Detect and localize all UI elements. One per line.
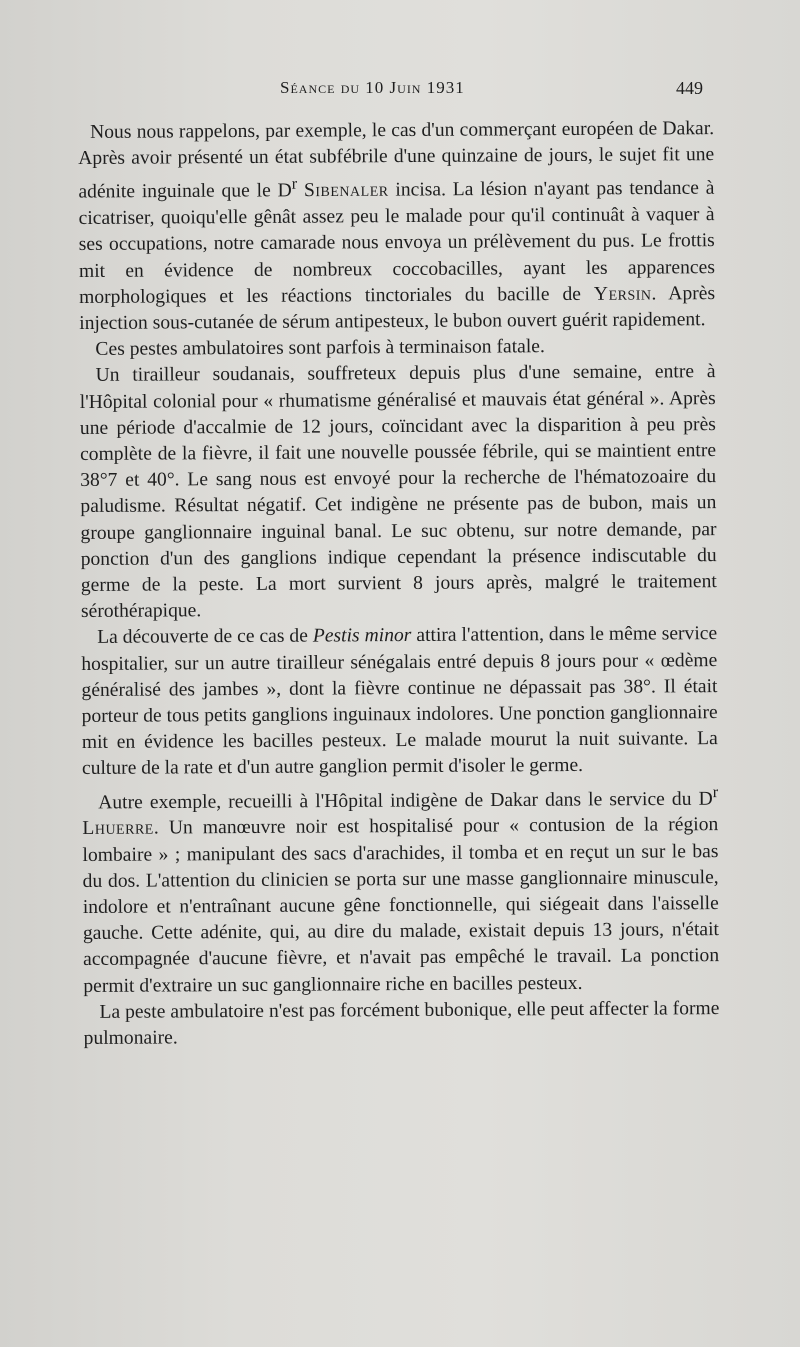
doctor-title-sup: r xyxy=(291,174,298,194)
paragraph-2: Ces pestes ambulatoires sont parfois à terminaison fatale. xyxy=(95,336,545,361)
paragraph-3: Un tirailleur soudanais, souffreteux depuis plus d'une semaine, entre à l'Hôpital colonial pour « rhumatisme généralisé et mauvais état général ». Après une période d'accalmie de 12 jours, coïncidant avec la disparition à peu près complète de la fièvre, il fait une nouvelle poussée fébrile, qui se maintient entre 38°7 et 40°. Le sang nous est envoyé pour la recherche de l'hématozoaire du paludisme. Résultat négatif. Cet indigène ne présente pas de bubon, mais un groupe ganglionnaire inguinal banal. Le suc obtenu, sur notre demande, par ponction d'un des ganglions indique cependant la présence indiscutable du germe de la peste. La mort survient 8 jours après, malgré le traitement sérothérapique. xyxy=(79,361,717,623)
paragraph-5 xyxy=(82,779,719,1000)
paragraph-1-text-b: incisa. La lésion n'ayant pas tendance à cicatriser, quoiqu'elle gênât assez peu le malade pour qu'il continuât à vaquer à ses occupations, notre camarade nous envoya un prélèvement du pus. Le frottis mit en évidence de nombreux coccobacilles, ayant les apparences morphologiques et les réactions tinctoriales du bacille de xyxy=(78,178,715,308)
paragraph-5-text-a: Autre exemple, recueilli à l'Hôpital indigène de Dakar dans le service du D xyxy=(98,788,713,814)
person-name-sibenaler: Sibenaler xyxy=(303,180,389,202)
paragraph-1 xyxy=(78,116,715,337)
running-head: Séance du 10 Juin 1931 xyxy=(280,78,465,97)
page-header xyxy=(0,78,800,108)
doctor-title-sup: r xyxy=(712,781,719,801)
paragraph-4-text-b: attira l'attention, dans le même service hospitalier, sur un autre tirailleur sénégalais entré depuis 8 jours pour « œdème généralisé des jambes », dont la fièvre continue ne dépassait pas 38°. Il était porteur de tous petits ganglions inguinaux indolores. Une ponction ganglionnaire mit en évidence les bacilles pesteux. Le malade mourut la nuit suivante. La culture de la rate et d'un autre ganglion permit d'isoler le germe. xyxy=(81,623,718,780)
pestis-minor-italic: Pestis minor xyxy=(312,625,412,647)
paragraph-4-text-a: La découverte de ce cas de xyxy=(97,625,313,649)
paragraph-1-text-a: Nous nous rappelons, par exemple, le cas d'un commerçant européen de Dakar. Après avoir présenté un état subfébrile d'une quinzaine de jours, le sujet fit une adénite inguinale que le D xyxy=(78,118,715,203)
body-text xyxy=(78,116,720,1052)
page-number: 449 xyxy=(676,78,703,98)
person-name-lhuerre: Lhuerre xyxy=(82,817,154,840)
paragraph-6: La peste ambulatoire n'est pas forcément bubonique, elle peut affecter la forme pulmonaire. xyxy=(83,997,720,1049)
paragraph-5-text-b: . Un manœuvre noir est hospitalisé pour « contusion de la région lombaire » ; manipulant des sacs d'arachides, il tomba et en reçut un sur le bas du dos. L'attention du clinicien se porta sur une masse ganglionnaire minuscule, indolore et n'entraînant aucune gêne fonctionnelle, qui siégeait dans l'aisselle gauche. Cette adénite, qui, au dire du malade, existait depuis 13 jours, n'était accompagnée d'aucune fièvre, et n'avait pas empêché le travail. La ponction permit d'extraire un suc ganglionnaire riche en bacilles pesteux. xyxy=(82,814,720,997)
person-name-yersin: Yersin xyxy=(593,283,652,305)
paragraph-4 xyxy=(81,621,718,782)
paragraph-1-text-c: . Après injection sous-cutanée de sérum antipesteux, le bubon ouvert guérit rapidement. xyxy=(79,282,716,334)
